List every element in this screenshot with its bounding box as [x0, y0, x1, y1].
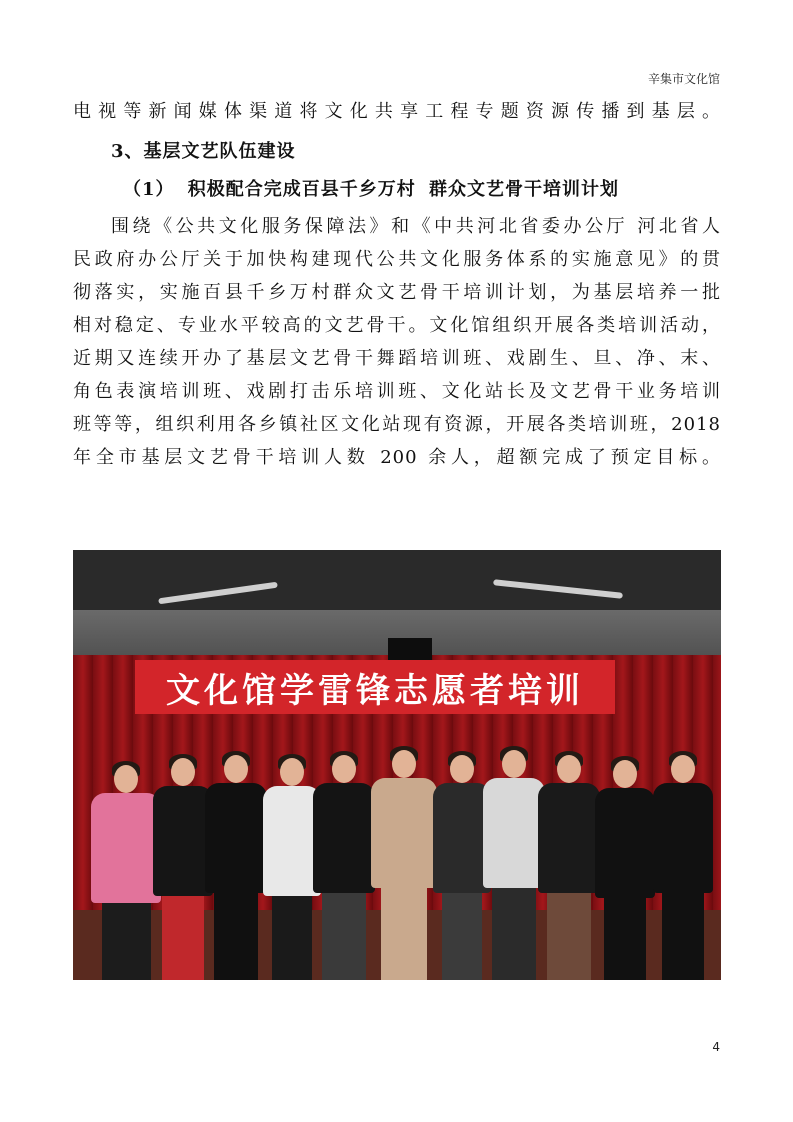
person	[595, 760, 655, 980]
page-number: 4	[712, 1040, 720, 1054]
paragraph-line: 班等等，组织利用各乡镇社区文化站现有资源，开展各类培训班，2018	[73, 414, 721, 435]
paragraph-line: 年全市基层文艺骨干培训人数 200 余人，超额完成了预定目标。	[73, 447, 721, 468]
subsection-heading: （1） 积极配合完成百县千乡万村 群众文艺骨干培训计划	[123, 179, 620, 200]
paragraph-line: 民政府办公厅关于加快构建现代公共文化服务体系的实施意见》的贯	[73, 249, 721, 270]
person	[313, 755, 375, 980]
person	[538, 755, 600, 980]
group-photo	[73, 550, 721, 980]
body-paragraph	[73, 210, 721, 474]
person	[371, 750, 437, 980]
page-header: 辛集市文化馆	[647, 72, 720, 86]
paragraph-line: 彻落实，实施百县千乡万村群众文艺骨干培训计划，为基层培养一批	[73, 282, 721, 303]
paragraph-line: 相对稳定、专业水平较高的文艺骨干。文化馆组织开展各类培训活动，	[73, 315, 721, 336]
paragraph-line: 近期又连续开办了基层文艺骨干舞蹈培训班、戏剧生、旦、净、末、	[73, 348, 721, 369]
section-heading: 3、基层文艺队伍建设	[111, 141, 296, 162]
person	[153, 758, 213, 980]
continuation-line: 电视等新闻媒体渠道将文化共享工程专题资源传播到基层。	[73, 101, 721, 122]
paragraph-line: 角色表演培训班、戏剧打击乐培训班、文化站长及文艺骨干业务培训	[73, 381, 721, 402]
person	[91, 765, 161, 980]
training-banner: 文化馆学雷锋志愿者培训	[135, 660, 615, 714]
document-body	[73, 96, 721, 474]
paragraph-line: 围绕《公共文化服务保障法》和《中共河北省委办公厅 河北省人	[111, 216, 721, 237]
person	[653, 755, 713, 980]
person	[483, 750, 545, 980]
person	[205, 755, 267, 980]
